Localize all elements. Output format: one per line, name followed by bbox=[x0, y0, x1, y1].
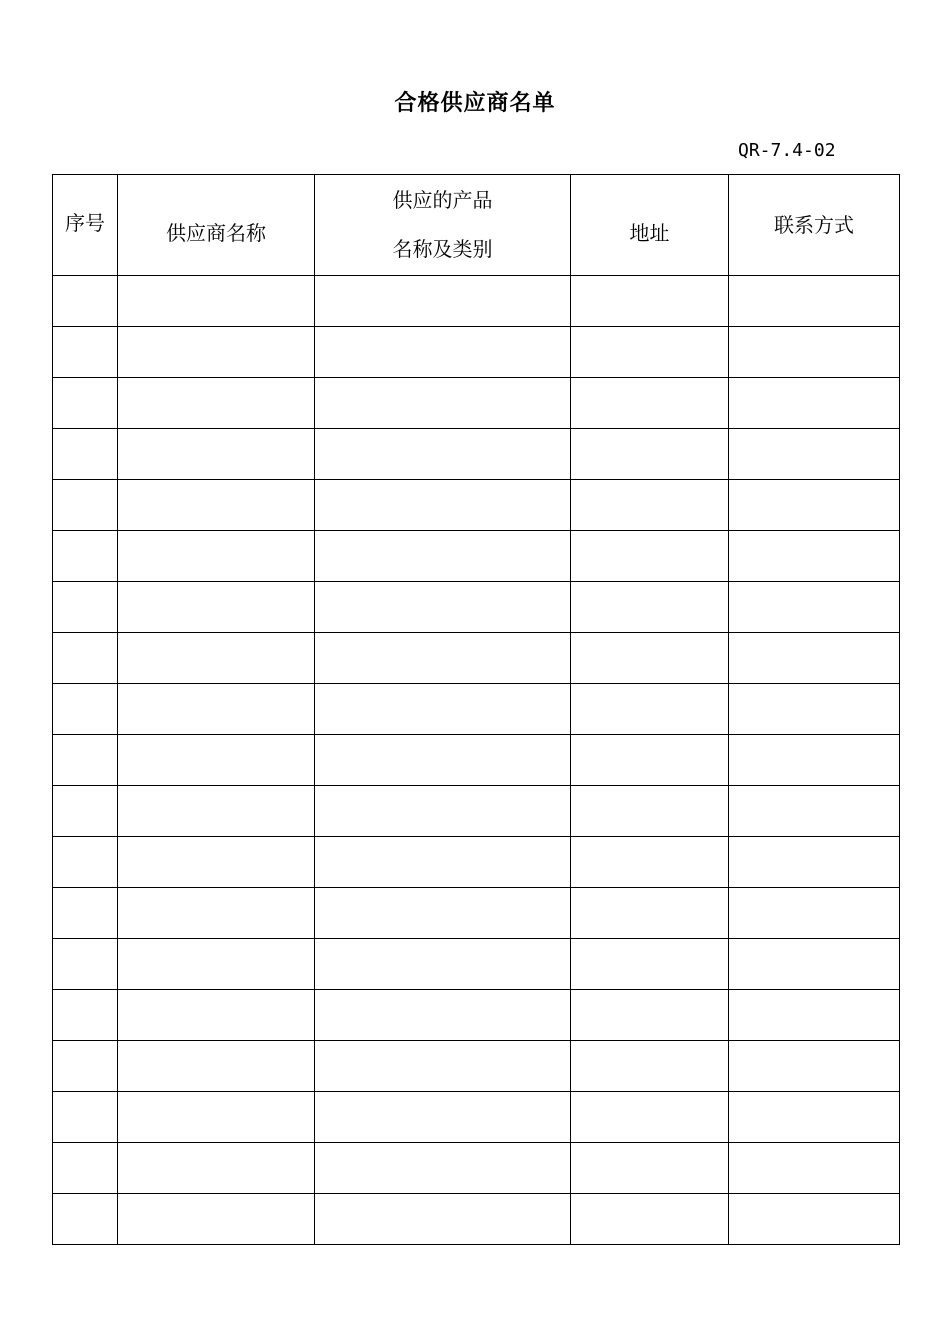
cell-contact[interactable] bbox=[729, 531, 900, 582]
cell-contact[interactable] bbox=[729, 837, 900, 888]
cell-product[interactable] bbox=[315, 1194, 571, 1245]
cell-seq[interactable] bbox=[53, 480, 118, 531]
cell-supplier-name[interactable] bbox=[118, 939, 315, 990]
table-row bbox=[53, 939, 900, 990]
cell-contact[interactable] bbox=[729, 990, 900, 1041]
cell-contact[interactable] bbox=[729, 735, 900, 786]
cell-seq[interactable] bbox=[53, 327, 118, 378]
cell-address[interactable] bbox=[571, 735, 729, 786]
header-product bbox=[315, 175, 571, 276]
cell-seq[interactable] bbox=[53, 1092, 118, 1143]
table-row bbox=[53, 888, 900, 939]
cell-seq[interactable] bbox=[53, 633, 118, 684]
header-row bbox=[53, 175, 900, 276]
cell-contact[interactable] bbox=[729, 378, 900, 429]
cell-supplier-name[interactable] bbox=[118, 276, 315, 327]
table-row bbox=[53, 1041, 900, 1092]
cell-address[interactable] bbox=[571, 1143, 729, 1194]
cell-contact[interactable] bbox=[729, 939, 900, 990]
cell-supplier-name[interactable] bbox=[118, 990, 315, 1041]
cell-product[interactable] bbox=[315, 735, 571, 786]
cell-product[interactable] bbox=[315, 888, 571, 939]
cell-product[interactable] bbox=[315, 837, 571, 888]
cell-product[interactable] bbox=[315, 786, 571, 837]
cell-address[interactable] bbox=[571, 888, 729, 939]
table-row bbox=[53, 1092, 900, 1143]
cell-product[interactable] bbox=[315, 990, 571, 1041]
cell-address[interactable] bbox=[571, 1194, 729, 1245]
cell-seq[interactable] bbox=[53, 786, 118, 837]
cell-seq[interactable] bbox=[53, 1143, 118, 1194]
cell-product[interactable] bbox=[315, 1143, 571, 1194]
cell-contact[interactable] bbox=[729, 684, 900, 735]
cell-seq[interactable] bbox=[53, 378, 118, 429]
cell-contact[interactable] bbox=[729, 888, 900, 939]
cell-product[interactable] bbox=[315, 429, 571, 480]
cell-address[interactable] bbox=[571, 1041, 729, 1092]
cell-contact[interactable] bbox=[729, 480, 900, 531]
header-seq: 序号 bbox=[53, 175, 118, 276]
cell-product[interactable] bbox=[315, 327, 571, 378]
table-row bbox=[53, 531, 900, 582]
table-row bbox=[53, 837, 900, 888]
cell-contact[interactable] bbox=[729, 1092, 900, 1143]
cell-address[interactable] bbox=[571, 531, 729, 582]
table-row bbox=[53, 786, 900, 837]
table-row bbox=[53, 480, 900, 531]
cell-address[interactable] bbox=[571, 633, 729, 684]
table-row bbox=[53, 1194, 900, 1245]
cell-supplier-name[interactable] bbox=[118, 1194, 315, 1245]
header-product-line1: 供应的产品 bbox=[392, 188, 493, 212]
cell-supplier-name[interactable] bbox=[118, 531, 315, 582]
cell-supplier-name[interactable] bbox=[118, 684, 315, 735]
cell-supplier-name[interactable] bbox=[118, 327, 315, 378]
cell-supplier-name[interactable] bbox=[118, 1092, 315, 1143]
cell-product[interactable] bbox=[315, 684, 571, 735]
table-row bbox=[53, 1143, 900, 1194]
cell-seq[interactable] bbox=[53, 888, 118, 939]
cell-product[interactable] bbox=[315, 276, 571, 327]
table-row bbox=[53, 633, 900, 684]
document-number: QR-7.4-02 bbox=[738, 140, 836, 161]
cell-seq[interactable] bbox=[53, 735, 118, 786]
cell-product[interactable] bbox=[315, 1041, 571, 1092]
table-row bbox=[53, 327, 900, 378]
table-row bbox=[53, 735, 900, 786]
cell-seq[interactable] bbox=[53, 990, 118, 1041]
header-address: 地址 bbox=[571, 175, 729, 276]
cell-contact[interactable] bbox=[729, 582, 900, 633]
cell-seq[interactable] bbox=[53, 582, 118, 633]
cell-supplier-name[interactable] bbox=[118, 888, 315, 939]
table-body bbox=[53, 276, 900, 1245]
cell-address[interactable] bbox=[571, 990, 729, 1041]
cell-seq[interactable] bbox=[53, 939, 118, 990]
cell-address[interactable] bbox=[571, 429, 729, 480]
cell-address[interactable] bbox=[571, 786, 729, 837]
cell-contact[interactable] bbox=[729, 786, 900, 837]
cell-supplier-name[interactable] bbox=[118, 1041, 315, 1092]
cell-seq[interactable] bbox=[53, 1194, 118, 1245]
cell-address[interactable] bbox=[571, 378, 729, 429]
table-row bbox=[53, 276, 900, 327]
cell-seq[interactable] bbox=[53, 684, 118, 735]
cell-seq[interactable] bbox=[53, 837, 118, 888]
cell-seq[interactable] bbox=[53, 1041, 118, 1092]
cell-address[interactable] bbox=[571, 276, 729, 327]
cell-address[interactable] bbox=[571, 582, 729, 633]
cell-seq[interactable] bbox=[53, 429, 118, 480]
cell-address[interactable] bbox=[571, 684, 729, 735]
cell-address[interactable] bbox=[571, 939, 729, 990]
cell-contact[interactable] bbox=[729, 1041, 900, 1092]
cell-product[interactable] bbox=[315, 378, 571, 429]
cell-contact[interactable] bbox=[729, 327, 900, 378]
cell-supplier-name[interactable] bbox=[118, 480, 315, 531]
cell-contact[interactable] bbox=[729, 1194, 900, 1245]
cell-address[interactable] bbox=[571, 837, 729, 888]
table-row bbox=[53, 429, 900, 480]
cell-supplier-name[interactable] bbox=[118, 582, 315, 633]
header-supplier-name: 供应商名称 bbox=[118, 175, 315, 276]
cell-supplier-name[interactable] bbox=[118, 1143, 315, 1194]
cell-supplier-name[interactable] bbox=[118, 837, 315, 888]
cell-product[interactable] bbox=[315, 531, 571, 582]
cell-address[interactable] bbox=[571, 1092, 729, 1143]
cell-supplier-name[interactable] bbox=[118, 735, 315, 786]
cell-seq[interactable] bbox=[53, 531, 118, 582]
cell-product[interactable] bbox=[315, 582, 571, 633]
cell-product[interactable] bbox=[315, 939, 571, 990]
cell-supplier-name[interactable] bbox=[118, 633, 315, 684]
table-row bbox=[53, 684, 900, 735]
cell-contact[interactable] bbox=[729, 429, 900, 480]
cell-supplier-name[interactable] bbox=[118, 378, 315, 429]
cell-address[interactable] bbox=[571, 480, 729, 531]
cell-supplier-name[interactable] bbox=[118, 429, 315, 480]
supplier-table bbox=[52, 174, 900, 1245]
cell-product[interactable] bbox=[315, 633, 571, 684]
header-product-line2: 名称及类别 bbox=[392, 237, 493, 261]
cell-supplier-name[interactable] bbox=[118, 786, 315, 837]
cell-product[interactable] bbox=[315, 480, 571, 531]
cell-contact[interactable] bbox=[729, 633, 900, 684]
table-row bbox=[53, 990, 900, 1041]
header-contact: 联系方式 bbox=[729, 175, 900, 276]
cell-contact[interactable] bbox=[729, 1143, 900, 1194]
cell-contact[interactable] bbox=[729, 276, 900, 327]
cell-address[interactable] bbox=[571, 327, 729, 378]
document-title: 合格供应商名单 bbox=[394, 91, 556, 116]
table-row bbox=[53, 582, 900, 633]
cell-seq[interactable] bbox=[53, 276, 118, 327]
table-row bbox=[53, 378, 900, 429]
cell-product[interactable] bbox=[315, 1092, 571, 1143]
